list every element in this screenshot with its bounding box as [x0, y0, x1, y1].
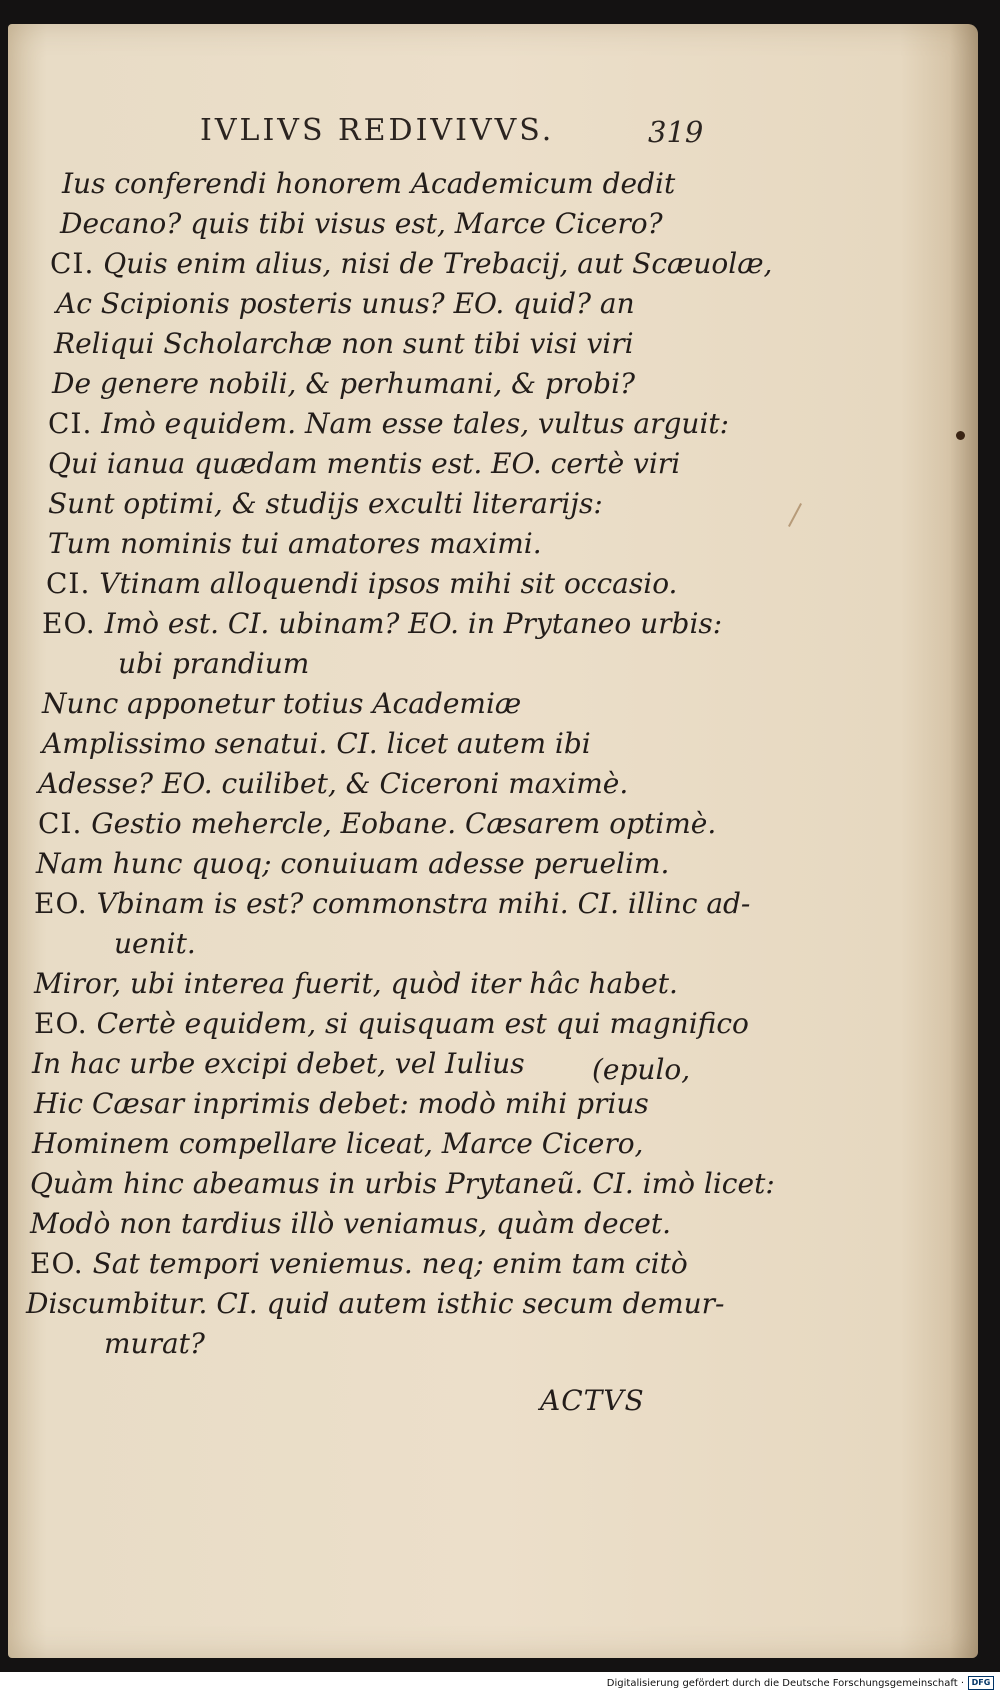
verse-text-line: Discumbitur. CI. quid autem isthic secum demur- [26, 1287, 725, 1320]
verse-line [26, 1284, 726, 1324]
verse-text-line: Nunc apponetur totius Academiæ [42, 687, 522, 720]
verse-text-line: Quàm hinc abeamus in urbis Prytaneũ. CI. imò licet: [30, 1167, 775, 1200]
verse-text-line: Nam hunc quoq; conuiuam adesse peruelim. [36, 847, 670, 880]
running-title: IVLIVS REDIVIVVS. [200, 113, 555, 148]
verse-line [34, 1084, 734, 1124]
running-head [200, 113, 704, 157]
paper-mark [788, 503, 802, 527]
verse-text-line: Adesse? EO. cuilibet, & Ciceroni maximè. [38, 767, 629, 800]
verse-text-line: Qui ianua quædam mentis est. EO. certè viri [48, 447, 681, 480]
verse-line [118, 644, 818, 684]
verse-text-line: Imò equidem. Nam esse tales, vultus arguit: [101, 407, 730, 440]
verse-text-line: Amplissimo senatui. CI. licet autem ibi [42, 727, 591, 760]
speaker-label: EO. [42, 607, 96, 640]
verse-text-line: Vtinam alloquendi ipsos mihi sit occasio. [99, 567, 678, 600]
verse-text-line: Hic Cæsar inprimis debet: modò mihi prius [34, 1087, 649, 1120]
credit-text: Digitalisierung gefördert durch die Deutsche Forschungsgemeinschaft · [606, 1677, 964, 1689]
ink-spot [956, 431, 965, 440]
verse-line [30, 1164, 775, 1204]
verse-line [42, 684, 742, 724]
verse-line [114, 924, 814, 964]
verse-text [22, 164, 775, 1364]
verse-text-line: Sat tempori veniemus. neq; enim tam citò [92, 1247, 688, 1280]
verse-line [60, 204, 760, 244]
verse-line [38, 764, 738, 804]
verse-text-line: Hominem compellare liceat, Marce Cicero, [32, 1127, 644, 1160]
speaker-label: CI. [38, 807, 83, 840]
digitization-credit [607, 1676, 994, 1690]
page-edge-shadow [950, 24, 978, 1658]
verse-line [42, 604, 742, 644]
verse-line [48, 484, 748, 524]
verse-text-line: Modò non tardius illò veniamus, quàm decet. [30, 1207, 671, 1240]
verse-text-line: uenit. [114, 927, 196, 960]
verse-text-line: Gestio mehercle, Eobane. Cæsarem optimè. [91, 807, 717, 840]
verse-line [34, 1004, 749, 1044]
verse-text-line: Reliqui Scholarchæ non sunt tibi visi viri [54, 327, 634, 360]
verse-line [42, 724, 742, 764]
speaker-label: EO. [30, 1247, 84, 1280]
verse-line [34, 964, 734, 1004]
verse-line [46, 564, 746, 604]
verse-text-line: Imò est. CI. ubinam? EO. in Prytaneo urbis: [104, 607, 723, 640]
speaker-label: CI. [50, 247, 95, 280]
verse-text-line: Vbinam is est? commonstra mihi. CI. illinc ad- [96, 887, 751, 920]
speaker-label: EO. [34, 887, 88, 920]
page-number: 319 [648, 115, 704, 149]
verse-text-line: Certè equidem, si quisquam est qui magnifico [96, 1007, 749, 1040]
verse-line [48, 524, 748, 564]
verse-text-line: murat? [104, 1327, 205, 1360]
verse-line [56, 284, 756, 324]
verse-line [104, 1324, 804, 1364]
verse-line [34, 884, 751, 924]
speaker-label: CI. [46, 567, 91, 600]
verse-line [54, 324, 754, 364]
verse-line [32, 1124, 732, 1164]
catchword: ACTVS [540, 1384, 645, 1417]
verse-text-line: Sunt optimi, & studijs exculti literarijs: [48, 487, 603, 520]
verse-line [48, 404, 748, 444]
dfg-logo: DFG [968, 1676, 994, 1690]
verse-line [36, 844, 736, 884]
verse-line [38, 804, 738, 844]
verse-line [50, 244, 773, 284]
verse-line [30, 1244, 730, 1284]
turnover-word: (epulo, [592, 1053, 691, 1086]
verse-text-line: ubi prandium [118, 647, 310, 680]
verse-text-line: De genere nobili, & perhumani, & probi? [52, 367, 636, 400]
verse-text-line: In hac urbe excipi debet, vel Iulius [32, 1047, 525, 1080]
speaker-label: EO. [34, 1007, 88, 1040]
verse-line [52, 364, 752, 404]
verse-line [62, 164, 762, 204]
speaker-label: CI. [48, 407, 93, 440]
verse-text-line: Decano? quis tibi visus est, Marce Cicero? [60, 207, 663, 240]
verse-text-line: Miror, ubi interea fuerit, quòd iter hâc habet. [34, 967, 678, 1000]
verse-text-line: Ius conferendi honorem Academicum dedit [62, 167, 676, 200]
verse-text-line: Ac Scipionis posteris unus? EO. quid? an [56, 287, 635, 320]
verse-text-line: Quis enim alius, nisi de Trebacij, aut Scæuolæ, [103, 247, 773, 280]
verse-text-line: Tum nominis tui amatores maximi. [48, 527, 542, 560]
verse-line [48, 444, 748, 484]
verse-line [30, 1204, 730, 1244]
verse-line [32, 1044, 732, 1084]
